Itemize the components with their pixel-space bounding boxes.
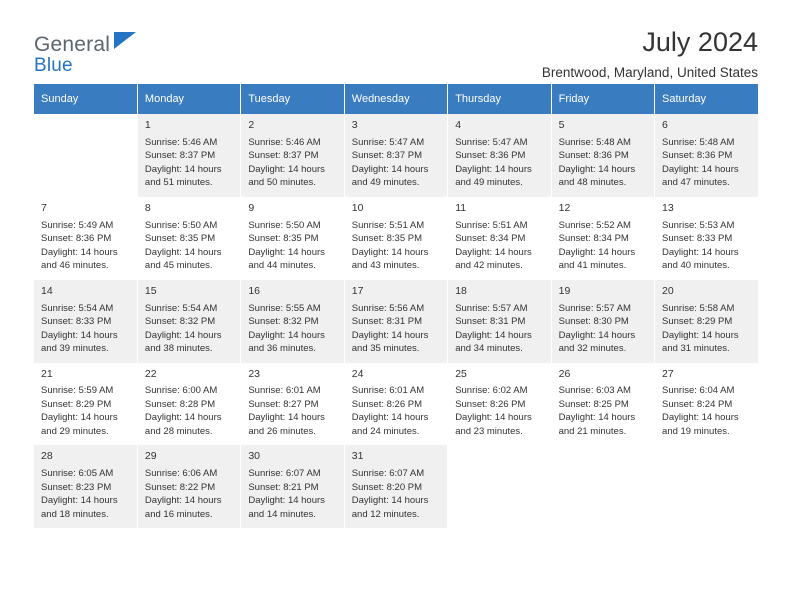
daylight-text: and 50 minutes.	[248, 177, 316, 189]
calendar-day-cell[interactable]	[655, 363, 758, 446]
daylight-text: and 34 minutes.	[455, 343, 523, 355]
calendar-day-cell[interactable]	[344, 280, 447, 363]
calendar-day-cell[interactable]	[137, 280, 240, 363]
sunset-text: Sunset: 8:35 PM	[248, 233, 319, 245]
sunset-text: Sunset: 8:33 PM	[662, 233, 733, 245]
day-number: 19	[558, 284, 571, 297]
calendar-week-row	[34, 445, 758, 528]
daylight-text: and 39 minutes.	[41, 343, 109, 355]
daylight-text: and 46 minutes.	[41, 260, 109, 272]
sunrise-text: Sunrise: 5:59 AM	[41, 385, 114, 397]
day-number: 4	[455, 119, 462, 131]
daylight-text: Daylight: 14 hours	[351, 163, 429, 175]
calendar-day-cell[interactable]	[448, 114, 551, 197]
daylight-text: Daylight: 14 hours	[662, 412, 739, 424]
sunrise-text: Sunrise: 5:49 AM	[41, 219, 114, 231]
sunset-text: Sunset: 8:27 PM	[248, 398, 319, 410]
day-number: 1	[144, 119, 151, 131]
sunrise-text: Sunrise: 6:01 AM	[351, 385, 425, 397]
daylight-text: and 14 minutes.	[248, 508, 316, 520]
daylight-text: Daylight: 14 hours	[248, 163, 325, 175]
daylight-text: Daylight: 14 hours	[41, 246, 118, 258]
daylight-text: and 47 minutes.	[662, 177, 730, 189]
sunset-text: Sunset: 8:25 PM	[558, 398, 629, 410]
day-number: 9	[248, 201, 255, 214]
weekday-header-saturday: Saturday	[655, 84, 758, 114]
sunset-text: Sunset: 8:31 PM	[455, 316, 526, 328]
sunrise-text: Sunrise: 6:03 AM	[558, 385, 631, 397]
sunrise-text: Sunrise: 5:46 AM	[248, 136, 321, 148]
sunset-text: Sunset: 8:29 PM	[41, 398, 112, 410]
daylight-text: and 29 minutes.	[41, 425, 109, 437]
day-number: 7	[41, 201, 47, 214]
calendar-day-cell[interactable]	[551, 197, 654, 280]
sunrise-text: Sunrise: 5:56 AM	[351, 302, 425, 314]
flag-icon	[114, 32, 136, 49]
sunset-text: Sunset: 8:24 PM	[662, 398, 733, 410]
calendar-day-cell[interactable]	[241, 197, 344, 280]
page-header	[34, 0, 758, 81]
calendar-day-cell[interactable]	[655, 280, 758, 363]
weekday-header-wednesday: Wednesday	[344, 84, 447, 114]
day-number: 29	[144, 450, 157, 463]
logo-text-general: General	[34, 33, 111, 56]
calendar-day-cell[interactable]	[344, 197, 447, 280]
calendar-day-cell[interactable]	[655, 114, 758, 197]
daylight-text: Daylight: 14 hours	[455, 412, 532, 424]
sunset-text: Sunset: 8:31 PM	[351, 316, 422, 328]
daylight-text: Daylight: 14 hours	[558, 163, 636, 175]
weekday-header-thursday: Thursday	[448, 84, 551, 114]
sunrise-text: Sunrise: 5:50 AM	[248, 219, 321, 231]
day-number: 26	[558, 367, 571, 380]
daylight-text: Daylight: 14 hours	[662, 329, 739, 341]
sunrise-text: Sunrise: 5:46 AM	[144, 136, 218, 148]
daylight-text: and 48 minutes.	[558, 177, 627, 189]
daylight-text: Daylight: 14 hours	[41, 412, 118, 424]
sunrise-text: Sunrise: 6:00 AM	[144, 385, 218, 397]
calendar-cell-empty	[448, 445, 551, 528]
daylight-text: and 44 minutes.	[248, 260, 316, 272]
daylight-text: and 18 minutes.	[41, 508, 109, 520]
sunset-text: Sunset: 8:32 PM	[144, 316, 216, 328]
daylight-text: Daylight: 14 hours	[144, 412, 222, 424]
daylight-text: Daylight: 14 hours	[144, 246, 222, 258]
calendar-cell-empty	[655, 445, 758, 528]
calendar-day-cell[interactable]	[551, 114, 654, 197]
calendar-day-cell[interactable]	[241, 445, 344, 528]
calendar-day-cell[interactable]	[241, 280, 344, 363]
sunset-text: Sunset: 8:34 PM	[558, 233, 629, 245]
sunrise-text: Sunrise: 5:55 AM	[248, 302, 321, 314]
sunrise-text: Sunrise: 5:54 AM	[41, 302, 114, 314]
calendar-day-cell[interactable]	[34, 280, 137, 363]
sunrise-text: Sunrise: 6:05 AM	[41, 468, 114, 480]
sunset-text: Sunset: 8:35 PM	[351, 233, 422, 245]
calendar-cell-empty	[551, 445, 654, 528]
location-subtitle: Brentwood, Maryland, United States	[541, 65, 758, 81]
daylight-text: Daylight: 14 hours	[41, 329, 118, 341]
calendar-week-row	[34, 197, 758, 280]
daylight-text: Daylight: 14 hours	[248, 329, 325, 341]
daylight-text: Daylight: 14 hours	[558, 246, 636, 258]
daylight-text: and 41 minutes.	[558, 260, 627, 272]
daylight-text: Daylight: 14 hours	[558, 329, 636, 341]
calendar-day-cell[interactable]	[34, 197, 137, 280]
calendar-week-row	[34, 280, 758, 363]
daylight-text: Daylight: 14 hours	[144, 329, 222, 341]
sunset-text: Sunset: 8:36 PM	[662, 150, 733, 162]
daylight-text: and 51 minutes.	[144, 177, 213, 189]
day-number: 21	[41, 367, 53, 380]
calendar-week-row	[34, 114, 758, 197]
calendar-day-cell[interactable]	[344, 363, 447, 446]
day-number: 15	[144, 284, 157, 297]
daylight-text: and 38 minutes.	[144, 343, 213, 355]
daylight-text: Daylight: 14 hours	[351, 495, 429, 507]
general-blue-logo	[34, 28, 110, 75]
day-number: 28	[41, 450, 53, 463]
calendar-day-cell[interactable]	[34, 445, 137, 528]
calendar-day-cell[interactable]	[344, 445, 447, 528]
calendar-day-cell[interactable]	[241, 114, 344, 197]
day-number: 24	[351, 367, 364, 380]
daylight-text: and 23 minutes.	[455, 425, 523, 437]
daylight-text: and 16 minutes.	[144, 508, 213, 520]
sunrise-text: Sunrise: 6:04 AM	[662, 385, 735, 397]
sunrise-text: Sunrise: 5:48 AM	[558, 136, 631, 148]
sunrise-sunset-calendar	[34, 84, 758, 528]
sunset-text: Sunset: 8:26 PM	[351, 398, 422, 410]
daylight-text: and 26 minutes.	[248, 425, 316, 437]
weekday-header-row	[34, 84, 758, 114]
sunset-text: Sunset: 8:37 PM	[248, 150, 319, 162]
daylight-text: and 42 minutes.	[455, 260, 523, 272]
sunrise-text: Sunrise: 5:57 AM	[455, 302, 528, 314]
calendar-day-cell[interactable]	[34, 363, 137, 446]
sunset-text: Sunset: 8:20 PM	[351, 481, 422, 493]
day-number: 3	[351, 119, 358, 131]
sunrise-text: Sunrise: 5:54 AM	[144, 302, 218, 314]
daylight-text: and 32 minutes.	[558, 343, 627, 355]
day-number: 18	[455, 284, 467, 297]
daylight-text: Daylight: 14 hours	[558, 412, 636, 424]
sunset-text: Sunset: 8:32 PM	[248, 316, 319, 328]
day-number: 20	[662, 284, 674, 297]
sunrise-text: Sunrise: 5:53 AM	[662, 219, 735, 231]
weekday-header-tuesday: Tuesday	[241, 84, 344, 114]
daylight-text: and 43 minutes.	[351, 260, 420, 272]
daylight-text: and 19 minutes.	[662, 425, 730, 437]
daylight-text: and 28 minutes.	[144, 425, 213, 437]
daylight-text: Daylight: 14 hours	[248, 246, 325, 258]
calendar-day-cell[interactable]	[551, 363, 654, 446]
daylight-text: and 31 minutes.	[662, 343, 730, 355]
calendar-day-cell[interactable]	[137, 445, 240, 528]
day-number: 13	[662, 201, 674, 214]
sunset-text: Sunset: 8:34 PM	[455, 233, 526, 245]
title-block	[542, 28, 758, 80]
sunset-text: Sunset: 8:37 PM	[144, 150, 216, 162]
daylight-text: and 49 minutes.	[455, 177, 523, 189]
daylight-text: and 35 minutes.	[351, 343, 420, 355]
sunset-text: Sunset: 8:36 PM	[41, 233, 112, 245]
calendar-day-cell[interactable]	[448, 363, 551, 446]
calendar-day-cell[interactable]	[655, 197, 758, 280]
daylight-text: Daylight: 14 hours	[144, 495, 222, 507]
sunset-text: Sunset: 8:28 PM	[144, 398, 216, 410]
day-number: 25	[455, 367, 467, 380]
weekday-header-sunday: Sunday	[34, 84, 137, 114]
daylight-text: Daylight: 14 hours	[662, 163, 739, 175]
sunrise-text: Sunrise: 5:47 AM	[455, 136, 528, 148]
day-number: 5	[558, 119, 565, 131]
sunrise-text: Sunrise: 6:07 AM	[351, 468, 425, 480]
sunrise-text: Sunrise: 6:06 AM	[144, 468, 218, 480]
day-number: 12	[558, 201, 571, 214]
day-number: 8	[144, 201, 151, 214]
day-number: 31	[351, 450, 364, 463]
page-title: July 2024	[642, 27, 758, 57]
sunset-text: Sunset: 8:23 PM	[41, 481, 112, 493]
day-number: 16	[248, 284, 261, 297]
daylight-text: Daylight: 14 hours	[455, 163, 532, 175]
calendar-cell-empty	[34, 114, 137, 197]
day-number: 27	[662, 367, 674, 380]
daylight-text: Daylight: 14 hours	[248, 495, 325, 507]
weekday-header-monday: Monday	[137, 84, 240, 114]
sunset-text: Sunset: 8:37 PM	[351, 150, 422, 162]
daylight-text: Daylight: 14 hours	[351, 329, 429, 341]
calendar-day-cell[interactable]	[551, 280, 654, 363]
day-number: 6	[662, 119, 668, 131]
sunrise-text: Sunrise: 5:57 AM	[558, 302, 631, 314]
sunset-text: Sunset: 8:30 PM	[558, 316, 629, 328]
daylight-text: Daylight: 14 hours	[248, 412, 325, 424]
day-number: 2	[248, 119, 255, 131]
sunrise-text: Sunrise: 5:47 AM	[351, 136, 425, 148]
daylight-text: and 49 minutes.	[351, 177, 420, 189]
sunset-text: Sunset: 8:35 PM	[144, 233, 216, 245]
sunrise-text: Sunrise: 6:07 AM	[248, 468, 321, 480]
calendar-day-cell[interactable]	[448, 197, 551, 280]
daylight-text: and 24 minutes.	[351, 425, 420, 437]
calendar-day-cell[interactable]	[448, 280, 551, 363]
daylight-text: Daylight: 14 hours	[144, 163, 222, 175]
sunset-text: Sunset: 8:21 PM	[248, 481, 319, 493]
sunrise-text: Sunrise: 5:58 AM	[662, 302, 735, 314]
daylight-text: and 40 minutes.	[662, 260, 730, 272]
day-number: 23	[248, 367, 261, 380]
daylight-text: and 21 minutes.	[558, 425, 627, 437]
day-number: 11	[455, 201, 467, 214]
weekday-header-friday: Friday	[551, 84, 654, 114]
daylight-text: Daylight: 14 hours	[351, 412, 429, 424]
sunrise-text: Sunrise: 5:51 AM	[351, 219, 425, 231]
sunset-text: Sunset: 8:36 PM	[558, 150, 629, 162]
daylight-text: Daylight: 14 hours	[455, 329, 532, 341]
logo-text-blue: Blue	[34, 55, 73, 76]
calendar-day-cell[interactable]	[137, 363, 240, 446]
day-number: 10	[351, 201, 364, 214]
sunrise-text: Sunrise: 6:01 AM	[248, 385, 321, 397]
sunrise-text: Sunrise: 5:52 AM	[558, 219, 631, 231]
sunset-text: Sunset: 8:26 PM	[455, 398, 526, 410]
sunrise-text: Sunrise: 5:50 AM	[144, 219, 218, 231]
day-number: 17	[351, 284, 364, 297]
sunrise-text: Sunrise: 5:48 AM	[662, 136, 735, 148]
daylight-text: Daylight: 14 hours	[41, 495, 118, 507]
sunset-text: Sunset: 8:36 PM	[455, 150, 526, 162]
calendar-day-cell[interactable]	[137, 114, 240, 197]
daylight-text: Daylight: 14 hours	[455, 246, 532, 258]
day-number: 14	[41, 284, 53, 297]
daylight-text: and 12 minutes.	[351, 508, 420, 520]
calendar-body	[34, 114, 758, 528]
sunset-text: Sunset: 8:33 PM	[41, 316, 112, 328]
daylight-text: Daylight: 14 hours	[351, 246, 429, 258]
day-number: 30	[248, 450, 261, 463]
calendar-day-cell[interactable]	[344, 114, 447, 197]
calendar-day-cell[interactable]	[137, 197, 240, 280]
calendar-day-cell[interactable]	[241, 363, 344, 446]
sunrise-text: Sunrise: 5:51 AM	[455, 219, 528, 231]
daylight-text: and 36 minutes.	[248, 343, 316, 355]
sunrise-text: Sunrise: 6:02 AM	[455, 385, 528, 397]
sunset-text: Sunset: 8:22 PM	[144, 481, 216, 493]
day-number: 22	[144, 367, 157, 380]
calendar-week-row	[34, 363, 758, 446]
daylight-text: and 45 minutes.	[144, 260, 213, 272]
daylight-text: Daylight: 14 hours	[662, 246, 739, 258]
sunset-text: Sunset: 8:29 PM	[662, 316, 733, 328]
